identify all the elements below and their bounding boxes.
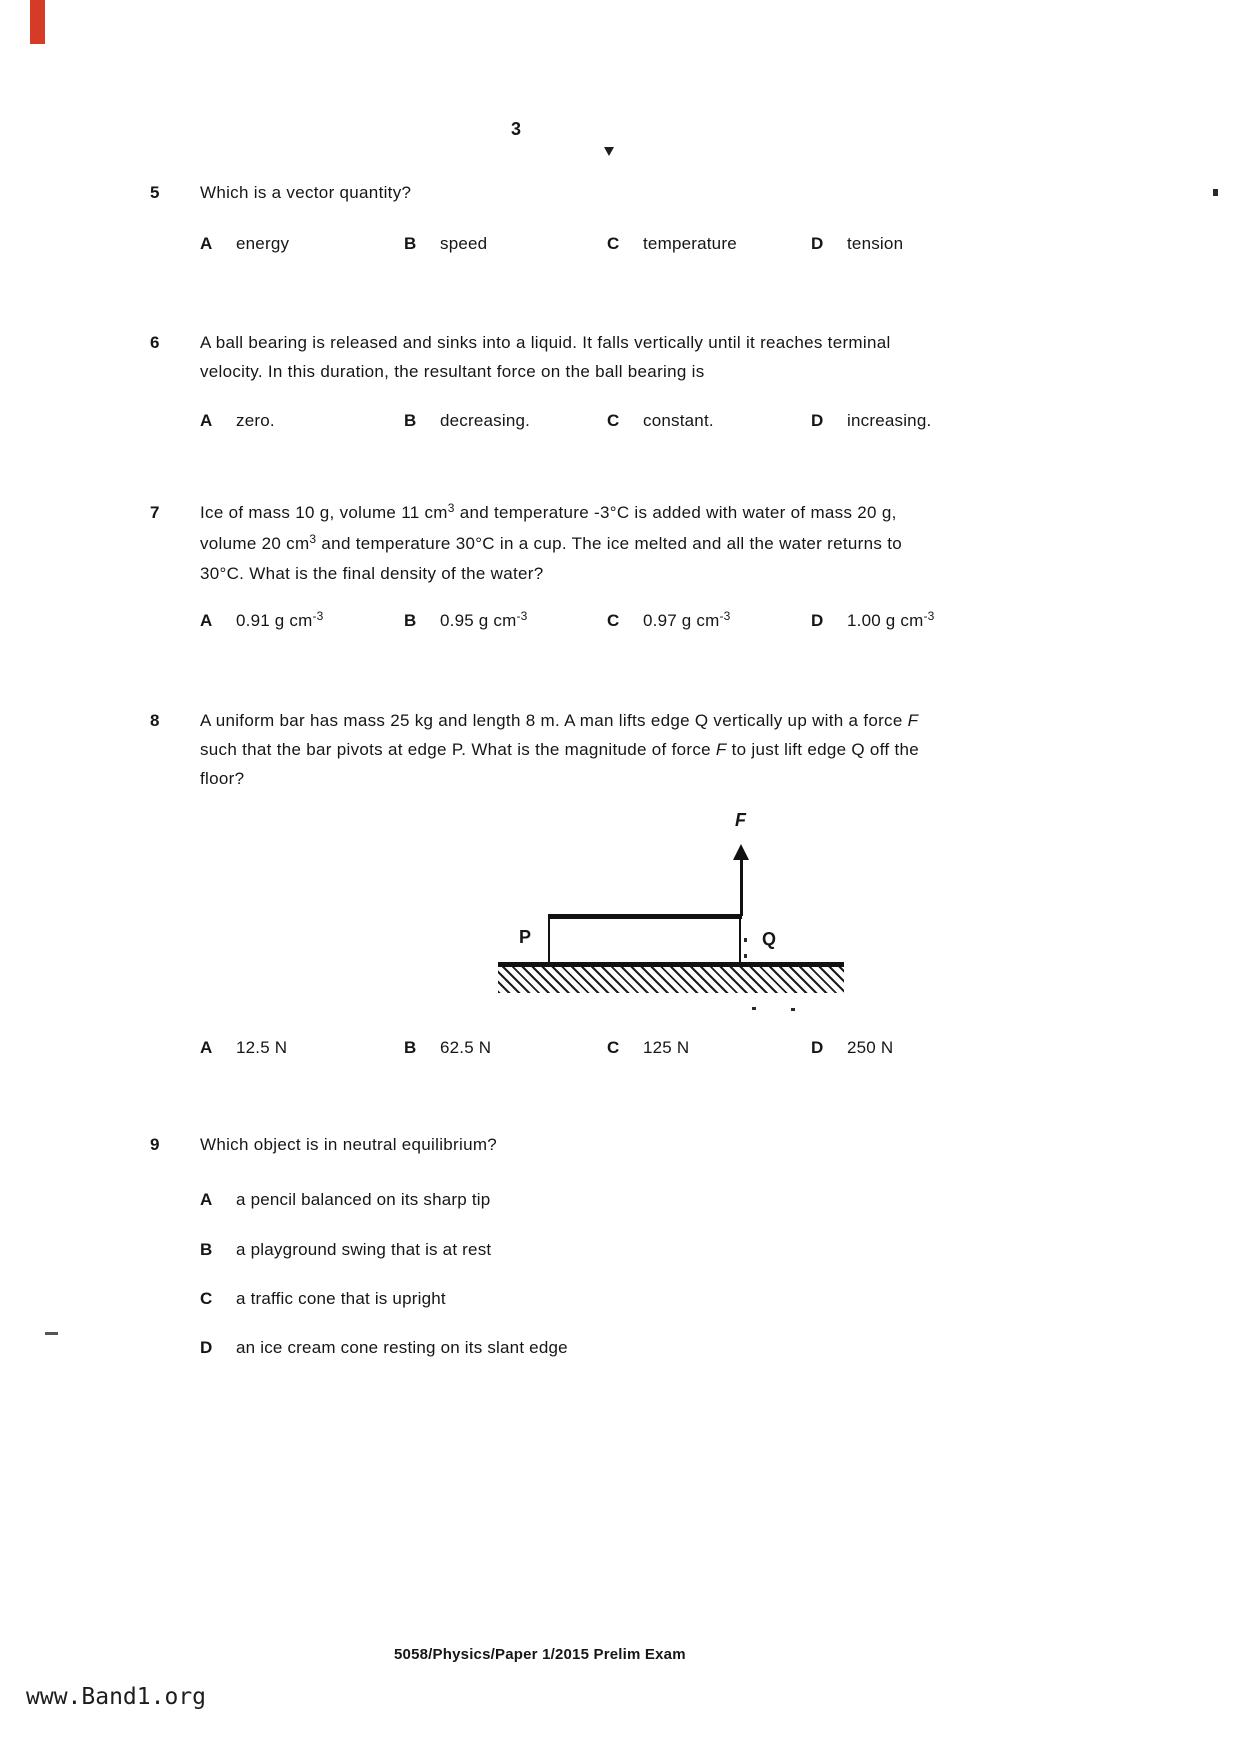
option-letter: B: [404, 234, 417, 253]
question-9-option-b: [200, 1240, 491, 1260]
question-7-option-c: [607, 611, 731, 631]
force-label: F: [735, 810, 746, 830]
question-6-option-b: [404, 411, 530, 431]
option-text: 62.5 N: [440, 1038, 492, 1057]
question-8-stem-line-2: such that the bar pivots at edge P. What is the magnitude of force F to just lift edge Q off the: [200, 740, 919, 759]
option-text: increasing.: [847, 411, 932, 430]
option-letter: B: [200, 1240, 213, 1259]
ground-hatch: [498, 962, 844, 993]
page-number: 3: [511, 119, 522, 139]
footer-exam-code: 5058/Physics/Paper 1/2015 Prelim Exam: [394, 1646, 686, 1663]
question-6-option-d: [811, 411, 931, 431]
question-5-option-a: [200, 234, 289, 254]
edge-label-q: Q: [762, 929, 777, 949]
ground-dot-1: [752, 1007, 756, 1010]
option-text: energy: [236, 234, 290, 253]
option-text: constant.: [643, 411, 714, 430]
option-letter: A: [200, 1038, 213, 1057]
question-7-option-d: [811, 611, 935, 631]
question-6-number: 6: [150, 333, 160, 352]
scan-dash-left: [45, 1332, 58, 1335]
question-5-option-d: [811, 234, 903, 254]
question-5-option-b: [404, 234, 487, 254]
option-letter: D: [811, 234, 824, 253]
question-7-stem-line-1: Ice of mass 10 g, volume 11 $cm^3$ and temperature -3°C is added with water of mass 20 g,: [200, 501, 897, 522]
question-8-option-c: [607, 1038, 689, 1058]
bar-top-edge: [548, 914, 742, 919]
pivot-label-p: P: [519, 927, 532, 947]
question-9-number: 9: [150, 1135, 160, 1154]
option-letter: A: [200, 234, 213, 253]
option-letter: C: [607, 611, 620, 630]
bar-right-edge: [739, 914, 741, 964]
question-8-number: 8: [150, 711, 160, 730]
option-text: 0.95 g $cm^{-3}$: [440, 609, 528, 630]
scan-speck-right: [1213, 189, 1218, 196]
option-letter: C: [607, 234, 620, 253]
question-8-stem-line-3: floor?: [200, 769, 245, 788]
option-text: speed: [440, 234, 488, 253]
force-arrow-line: [740, 858, 743, 916]
option-text: temperature: [643, 234, 737, 253]
option-text: 125 N: [643, 1038, 690, 1057]
question-8-option-d: [811, 1038, 893, 1058]
question-7-stem-line-3: 30°C. What is the final density of the water?: [200, 564, 544, 583]
option-letter: D: [200, 1338, 213, 1357]
question-6-stem-line-1: A ball bearing is released and sinks into a liquid. It falls vertically until it reaches terminal: [200, 333, 891, 352]
option-letter: A: [200, 1190, 213, 1209]
question-9-option-a: [200, 1190, 490, 1210]
question-7-stem-line-2: volume 20 $cm^3$ and temperature 30°C in a cup. The ice melted and all the water returns to: [200, 532, 902, 553]
question-5-number: 5: [150, 183, 160, 202]
option-letter: B: [404, 611, 417, 630]
scan-speck-caret: [604, 147, 614, 156]
option-letter: A: [200, 411, 213, 430]
question-6-option-c: [607, 411, 714, 431]
option-text: 1.00 g $cm^{-3}$: [847, 609, 935, 630]
question-8-option-a: [200, 1038, 287, 1058]
question-7-option-a: [200, 611, 324, 631]
question-8-option-b: [404, 1038, 491, 1058]
option-text: 0.97 g $cm^{-3}$: [643, 609, 731, 630]
option-text: 12.5 N: [236, 1038, 288, 1057]
option-text: a traffic cone that is upright: [236, 1289, 446, 1308]
option-letter: B: [404, 1038, 417, 1057]
question-9-option-d: [200, 1338, 568, 1358]
option-text: tension: [847, 234, 904, 253]
option-letter: D: [811, 611, 824, 630]
option-letter: B: [404, 411, 417, 430]
scan-speck-bar-edge-1: [744, 938, 747, 942]
option-text: a pencil balanced on its sharp tip: [236, 1190, 491, 1209]
option-text: an ice cream cone resting on its slant edge: [236, 1338, 568, 1357]
question-9-option-c: [200, 1289, 446, 1309]
red-margin-mark: [30, 0, 45, 44]
option-text: zero.: [236, 411, 275, 430]
bar-left-edge: [548, 914, 550, 964]
option-text: decreasing.: [440, 411, 531, 430]
option-letter: D: [811, 1038, 824, 1057]
question-8-stem-line-1: A uniform bar has mass 25 kg and length 8 m. A man lifts edge Q vertically up with a force F: [200, 711, 919, 730]
question-6-option-a: [200, 411, 275, 431]
option-letter: C: [607, 411, 620, 430]
option-text: 0.91 g $cm^{-3}$: [236, 609, 324, 630]
scan-speck-bar-edge-2: [744, 954, 747, 958]
question-5-stem: Which is a vector quantity?: [200, 183, 412, 202]
site-watermark: www.Band1.org: [26, 1684, 207, 1710]
ground-dot-2: [791, 1008, 795, 1011]
question-7-number: 7: [150, 503, 160, 522]
question-9-stem: Which object is in neutral equilibrium?: [200, 1135, 498, 1154]
question-6-stem-line-2: velocity. In this duration, the resultant force on the ball bearing is: [200, 362, 705, 381]
option-letter: C: [607, 1038, 620, 1057]
option-letter: D: [811, 411, 824, 430]
option-text: 250 N: [847, 1038, 894, 1057]
question-7-option-b: [404, 611, 528, 631]
option-text: a playground swing that is at rest: [236, 1240, 492, 1259]
question-5-option-c: [607, 234, 737, 254]
option-letter: A: [200, 611, 213, 630]
option-letter: C: [200, 1289, 213, 1308]
